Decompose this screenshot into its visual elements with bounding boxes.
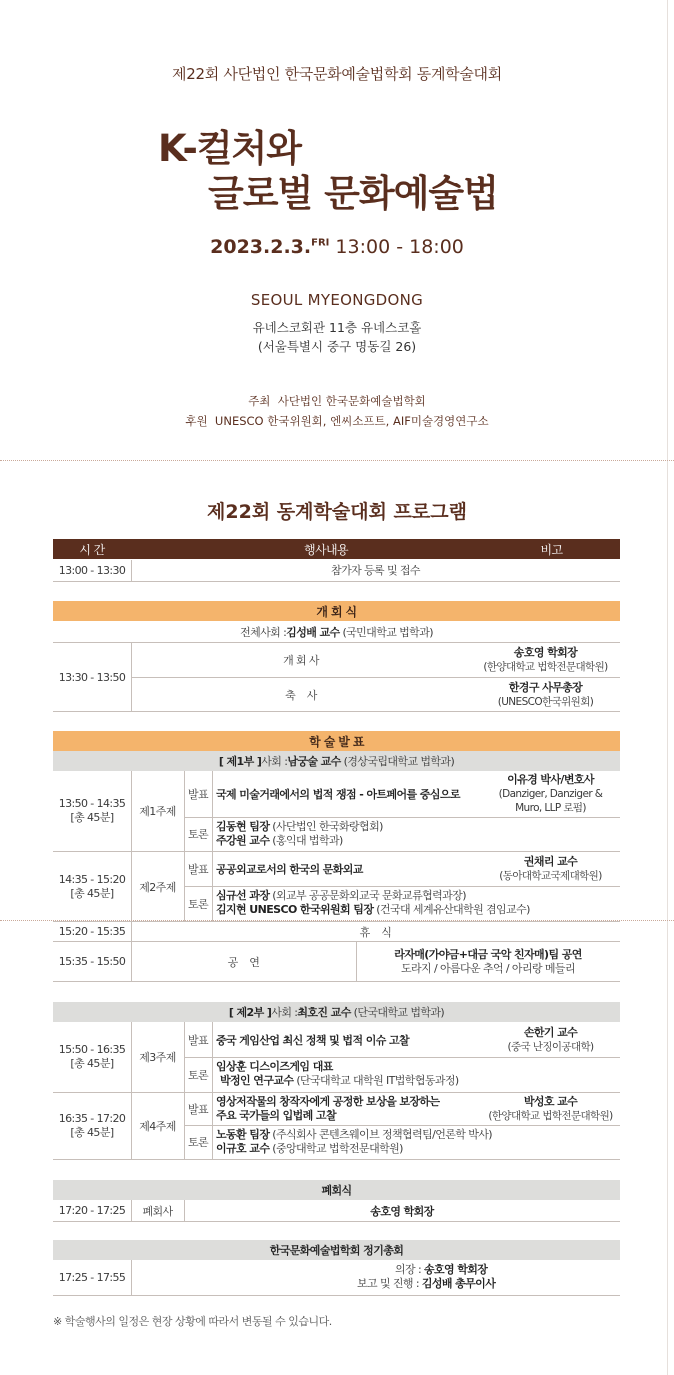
topic1-discussants	[216, 820, 616, 848]
topic2-label: 제2주제	[139, 880, 176, 894]
opening-row-note	[471, 643, 620, 677]
part1-moderator	[53, 751, 620, 771]
closing-time: 17:20 - 17:25	[58, 1204, 126, 1217]
topic3-d2-aff: (단국대학교 대학원 IT법학협동과정)	[293, 1074, 459, 1087]
assembly-time: 17:25 - 17:55	[58, 1271, 126, 1284]
grid-line	[53, 1221, 620, 1222]
topic1-presenter	[481, 771, 620, 817]
assembly-title-bar	[53, 1240, 620, 1260]
divider	[0, 920, 674, 921]
part1-moderator-label: 사회 :	[261, 755, 288, 768]
topic4-discuss-label: 토론	[187, 1136, 209, 1149]
topic2-presenter-aff1: (동아대학교국제대학원)	[499, 870, 602, 882]
topic1-discussant-2	[216, 834, 616, 848]
footnote: ※ 학술행사의 일정은 현장 상황에 따라서 변동될 수 있습니다.	[53, 1315, 332, 1328]
program-table-header	[53, 539, 620, 582]
performance-time: 15:35 - 15:50	[58, 955, 126, 968]
topic3-discussants	[216, 1060, 616, 1088]
opening-moderator	[53, 622, 620, 642]
topic3-duration: [총 45분]	[70, 1057, 114, 1070]
topic1-presenter-aff2: Muro, LLP 로펌)	[515, 802, 586, 814]
topic1-d2-aff: (홍익대 법학과)	[269, 834, 343, 847]
topic2-present-label: 발표	[187, 863, 209, 876]
performance-name: 라자매(가야금+대금 국악 친자매)팀 공연	[394, 947, 582, 961]
academic-table-part2	[53, 1002, 620, 1160]
topic3-presenter-name: 손한기 교수	[523, 1025, 578, 1039]
assembly-report	[343, 1277, 620, 1291]
topic3-present-cell	[216, 1022, 481, 1057]
part1-label: [ 제1부 ]	[218, 755, 262, 768]
topic3-discuss-label: 토론	[187, 1068, 209, 1082]
topic4-present-label: 발표	[187, 1103, 209, 1116]
topic3-present-label: 발표	[187, 1033, 209, 1047]
assembly-table	[53, 1240, 620, 1296]
topic4-title2: 주요 국가들의 입법례 고찰	[216, 1109, 336, 1122]
part1-moderator-name: 남궁술 교수	[287, 755, 341, 768]
moderator-name: 김성배 교수	[286, 626, 340, 639]
topic2-time: 14:35 - 15:20	[58, 872, 126, 886]
grid-line	[184, 1057, 620, 1058]
moderator-label: 전체사회 :	[240, 626, 287, 639]
topic4-time-cell	[53, 1093, 131, 1159]
title-line-2: 글로벌 문화예술법	[208, 172, 498, 215]
topic3-discussant-2	[216, 1074, 616, 1088]
topic3-d1-name: 임상훈 디스이즈게임 대표	[216, 1060, 333, 1073]
topic1-present-label: 발표	[187, 788, 209, 801]
assembly-chair	[343, 1263, 620, 1277]
topic2-d2-name: 김지현 UNESCO 한국위원회 팀장	[216, 903, 374, 916]
opening-speaker-aff: (한양대학교 법학전문대학원)	[483, 661, 608, 673]
host-label: 주최	[248, 394, 271, 408]
event-date-time	[0, 236, 674, 258]
topic2-duration: [총 45분]	[70, 886, 114, 900]
topic2-d1-aff: (외교부 공공문화외교국 문화교류협력과장)	[269, 889, 466, 902]
topic2-discuss-label: 토론	[187, 897, 209, 911]
topic1-duration: [총 45분]	[70, 811, 114, 824]
registration-time: 13:00 - 13:30	[58, 563, 126, 577]
performance-label: 공 연	[227, 955, 260, 969]
sponsor-line	[0, 413, 674, 429]
topic1-title: 국제 미술거래에서의 법적 쟁점 - 아트페어를 중심으로	[216, 788, 460, 801]
closing-table	[53, 1180, 620, 1222]
header-time: 시 간	[79, 542, 105, 557]
event-day: FRI	[311, 237, 330, 249]
topic4-presenter	[481, 1093, 620, 1125]
topic2-time-cell	[53, 852, 131, 921]
grid-line	[53, 711, 620, 712]
edition-line: 제22회 사단법인 한국문화예술법학회 동계학술대회	[172, 65, 502, 83]
topic2-presenter-name: 권채리 교수	[523, 855, 578, 868]
topic2-discussants	[216, 889, 620, 917]
topic1-time-cell	[53, 771, 131, 851]
topic1-d2-name: 주강원 교수	[216, 834, 270, 847]
closing-title-bar	[53, 1180, 620, 1200]
topic4-label: 제4주제	[139, 1120, 176, 1133]
grid-line	[131, 1260, 132, 1295]
topic3-presenter	[481, 1022, 620, 1057]
grid-line	[184, 817, 620, 818]
topic4-title	[216, 1095, 486, 1123]
performance-songs: 도라지 / 아름다운 추억 / 아리랑 메들리	[401, 961, 575, 975]
topic4-title-line-2	[216, 1109, 486, 1123]
grid-line	[184, 1125, 620, 1126]
part2-label: [ 제2부 ]	[228, 1006, 272, 1019]
chair-name: 송호영 학회장	[423, 1263, 488, 1276]
event-date: 2023.2.3.	[210, 236, 312, 258]
topic1-present-cell	[216, 771, 481, 817]
topic2-discussant-1	[216, 889, 620, 903]
opening-row-label: 개 회 사	[283, 654, 319, 667]
topic3-label: 제3주제	[139, 1051, 176, 1064]
program-title: 제22회 동계학술대회 프로그램	[207, 501, 467, 523]
topic1-discuss-label: 토론	[187, 828, 209, 841]
topic3-time-cell	[53, 1022, 131, 1092]
header-content: 행사내용	[304, 542, 348, 557]
topic1-presenter-name: 이유경 박사/변호사	[507, 773, 594, 786]
moderator-aff: (국민대학교 법학과)	[342, 626, 433, 639]
topic2-present-cell	[216, 852, 481, 886]
topic4-d2-name: 이규호 교수	[216, 1142, 270, 1155]
topic3-time: 15:50 - 16:35	[58, 1043, 126, 1056]
topic4-time: 16:35 - 17:20	[58, 1112, 126, 1125]
grid-line	[53, 981, 620, 982]
part2-moderator	[53, 1002, 620, 1022]
opening-time: 13:30 - 13:50	[58, 670, 126, 684]
congrats-speaker-aff: (UNESCO한국위원회)	[497, 695, 594, 708]
chair-label: 의장 :	[395, 1263, 424, 1276]
header-note: 비고	[540, 542, 563, 557]
performance-detail	[356, 942, 620, 981]
closing-name: 송호영 학회장	[370, 1204, 434, 1218]
report-label: 보고 및 진행 :	[357, 1277, 422, 1290]
grid-line	[53, 581, 620, 582]
topic1-label: 제1주제	[139, 805, 176, 818]
report-name: 김성배 총무이사	[421, 1277, 496, 1290]
opening-title: 개 회 식	[53, 601, 620, 621]
grid-line	[53, 1159, 620, 1160]
topic4-title-line-1	[216, 1095, 486, 1109]
topic2-presenter	[481, 852, 620, 886]
topic1-d1-name: 김동현 팀장	[216, 820, 270, 833]
divider	[0, 460, 674, 461]
topic2-d2-aff: (건국대 세계유산대학원 겸임교수)	[373, 903, 530, 916]
host-line	[0, 393, 674, 409]
assembly-detail	[343, 1263, 620, 1291]
congrats-row-label: 축 사	[285, 688, 317, 702]
topic2-discussant-2	[216, 903, 620, 917]
registration-content: 참가자 등록 및 접수	[331, 564, 420, 577]
topic2-d1-name: 심규선 과장	[216, 889, 270, 902]
opening-table	[53, 601, 620, 712]
topic4-discussant-1	[216, 1128, 616, 1142]
topic3-title: 중국 게임산업 최신 정책 및 법적 이슈 고찰	[216, 1033, 410, 1047]
part2-moderator-label: 사회 :	[271, 1006, 298, 1019]
closing-name-cell	[184, 1200, 620, 1221]
sponsor-label: 후원	[185, 414, 208, 428]
topic4-presenter-name: 박성호 교수	[523, 1095, 578, 1108]
topic4-presenter-aff1: (한양대학교 법학전문대학원)	[488, 1110, 613, 1122]
topic1-presenter-aff1: (Danziger, Danziger &	[498, 788, 603, 800]
venue: 유네스코회관 11층 유네스코홀	[252, 320, 422, 335]
grid-line	[212, 1022, 213, 1159]
congrats-speaker-name: 한경구 사무총장	[508, 680, 583, 694]
topic4-d1-aff: (주식회사 콘텐츠웨이브 정책협력팀/언론학 박사)	[269, 1128, 492, 1141]
congrats-row-note	[471, 678, 620, 711]
host: 사단법인 한국문화예술법학회	[277, 394, 426, 408]
opening-speaker-name: 송호영 학회장	[513, 646, 578, 659]
topic1-d1-aff: (사단법인 한국화랑협회)	[269, 820, 383, 833]
topic2-title: 공공외교로서의 한국의 문화외교	[216, 863, 363, 876]
closing-label: 폐회사	[142, 1204, 173, 1218]
topic3-d2-name: 박정인 연구교수	[220, 1074, 294, 1087]
grid-line	[53, 1295, 620, 1296]
sponsor: UNESCO 한국위원회, 엔씨소프트, AIF미술경영연구소	[214, 414, 489, 428]
closing-title: 폐회식	[321, 1184, 352, 1197]
grid-line	[212, 771, 213, 921]
topic4-title1: 영상저작물의 창작자에게 공정한 보상을 보장하는	[216, 1095, 440, 1108]
topic1-time: 13:50 - 14:35	[58, 797, 126, 810]
address: (서울특별시 중구 명동길 26)	[257, 339, 417, 354]
title-line-1: K-컬처와	[158, 127, 302, 170]
topic4-discussant-2	[216, 1142, 616, 1156]
topic4-discussants	[216, 1128, 616, 1156]
city: SEOUL MYEONGDONG	[250, 291, 424, 309]
topic4-d1-name: 노동환 팀장	[216, 1128, 270, 1141]
part2-moderator-aff: (단국대학교 법학과)	[353, 1006, 445, 1019]
break-time: 15:20 - 15:35	[58, 925, 126, 938]
topic1-discussant-1	[216, 820, 616, 834]
assembly-title: 한국문화예술법학회 정기총회	[269, 1244, 404, 1257]
page-edge-line	[667, 0, 668, 1375]
break-content: 휴 식	[359, 925, 392, 939]
academic-table-part1	[53, 731, 620, 982]
topic4-duration: [총 45분]	[70, 1126, 114, 1139]
event-time: 13:00 - 18:00	[335, 236, 464, 258]
grid-line	[184, 886, 620, 887]
topic3-presenter-aff1: (중국 난징이공대학)	[507, 1040, 594, 1053]
part1-moderator-aff: (경상국립대학교 법학과)	[343, 755, 455, 768]
part2-moderator-name: 최호진 교수	[297, 1006, 351, 1019]
topic3-discussant-1	[216, 1060, 616, 1074]
topic4-d2-aff: (중앙대학교 법학전문대학원)	[269, 1142, 403, 1155]
academic-title: 학 술 발 표	[53, 731, 620, 751]
